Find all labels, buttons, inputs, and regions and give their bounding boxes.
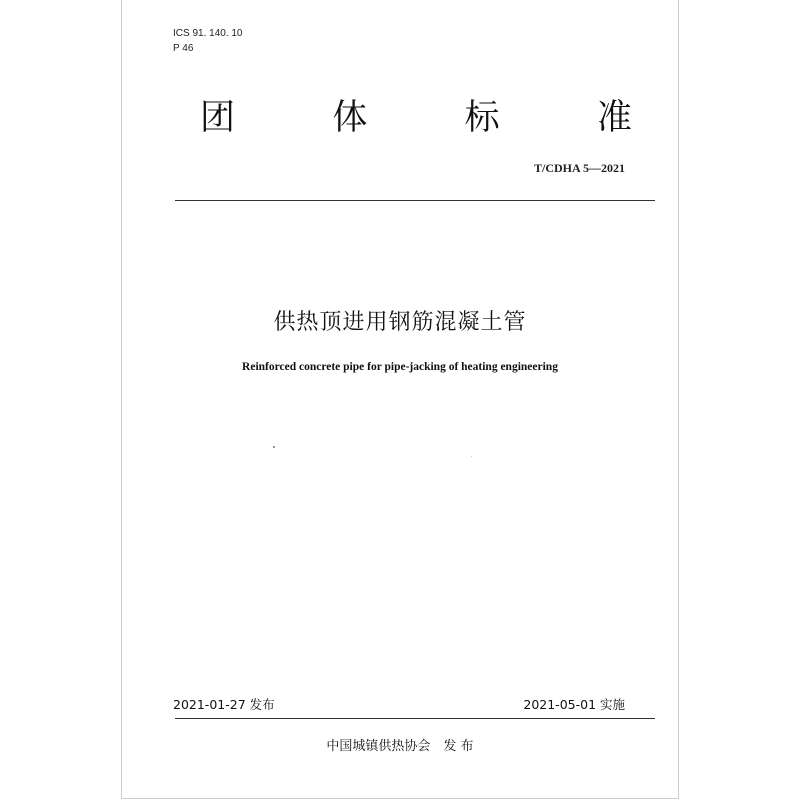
bottom-divider	[175, 718, 655, 719]
standard-type-char: 标	[464, 98, 500, 138]
title-chinese: 供热顶进用钢筋混凝土管	[273, 310, 527, 335]
standard-number: T/CDHA 5—2021	[533, 161, 625, 175]
p-code: P 46	[173, 43, 194, 54]
title-english: Reinforced concrete pipe for pipe-jacking of heating engineering	[242, 361, 558, 373]
standard-type-char: 团	[200, 98, 236, 138]
issue-date: 2021-01-27 发布	[173, 697, 275, 712]
scan-speck	[471, 456, 472, 457]
standard-type-char: 体	[332, 98, 368, 138]
publisher-line: 中国城镇供热协会 发 布	[326, 739, 474, 754]
standard-type-heading	[200, 97, 632, 139]
standard-type-char: 准	[596, 98, 632, 138]
effective-date: 2021-05-01 实施	[523, 697, 625, 712]
top-divider	[175, 200, 655, 201]
document-cover	[121, 0, 679, 799]
ics-code: ICS 91. 140. 10	[173, 28, 243, 39]
scan-speck	[273, 446, 275, 448]
